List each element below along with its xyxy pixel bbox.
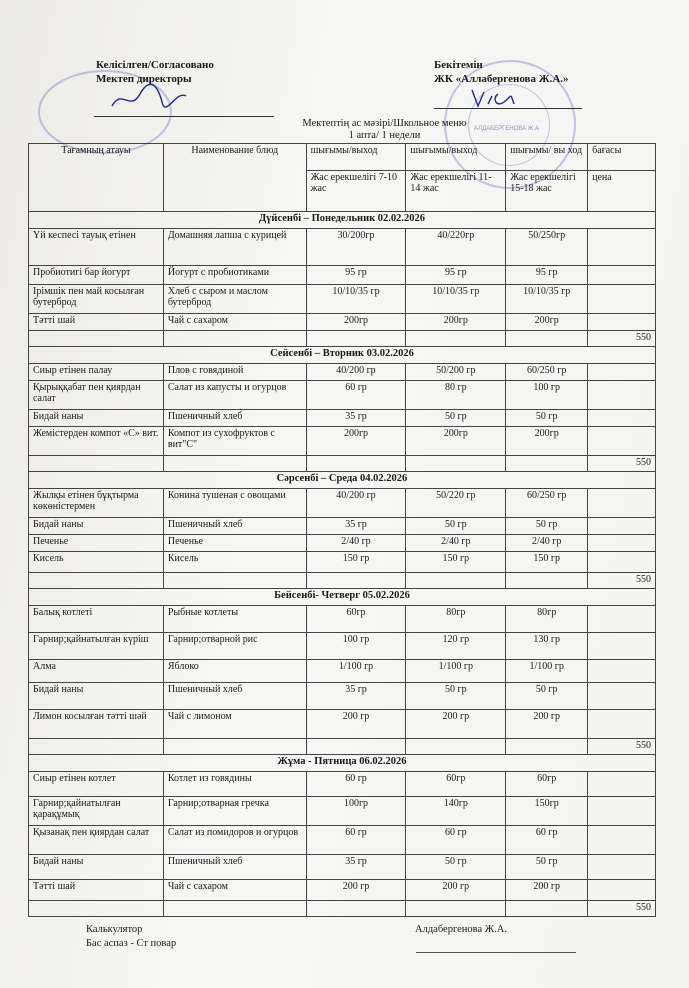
price-cell: [588, 285, 656, 314]
col-yield-1: шығымы/выход: [306, 144, 406, 171]
price-row: [29, 456, 656, 472]
empty-cell: [163, 739, 306, 755]
yield-11-14: 50/200 гр: [406, 364, 506, 381]
yield-7-10: 100 гр: [306, 633, 406, 660]
dish-ru: Домашняя лапша с курицей: [163, 229, 306, 266]
yield-15-18: 100 гр: [506, 381, 588, 410]
price-cell: [588, 880, 656, 901]
yield-7-10: 95 гр: [306, 266, 406, 285]
price-cell: [588, 606, 656, 633]
yield-11-14: 50 гр: [406, 518, 506, 535]
day-title: Сейсенбі – Вторник 03.02.2026: [29, 347, 656, 364]
empty-cell: [306, 331, 406, 347]
yield-11-14: 200гр: [406, 314, 506, 331]
price-cell: [588, 797, 656, 826]
yield-15-18: 130 гр: [506, 633, 588, 660]
yield-7-10: 40/200 гр: [306, 364, 406, 381]
price-cell: [588, 826, 656, 855]
dish-kz: Пробиотигі бар йогурт: [29, 266, 164, 285]
price-cell: [588, 229, 656, 266]
day-price: 550: [588, 573, 656, 589]
table-row: [29, 314, 656, 331]
age-15-18: Жас ерекшелігі 15-18 жас: [506, 171, 588, 212]
yield-15-18: 1/100 гр: [506, 660, 588, 683]
day-header: [29, 472, 656, 489]
yield-11-14: 50 гр: [406, 410, 506, 427]
table-row: [29, 660, 656, 683]
table-row: [29, 364, 656, 381]
yield-7-10: 200 гр: [306, 880, 406, 901]
yield-11-14: 60 гр: [406, 826, 506, 855]
menu-title: Мектептің ас мәзірі/Школьное меню: [302, 118, 467, 129]
yield-7-10: 10/10/35 гр: [306, 285, 406, 314]
agreed-label: Келісілген/Согласовано: [96, 59, 214, 71]
yield-15-18: 150 гр: [506, 552, 588, 573]
empty-cell: [406, 573, 506, 589]
dish-ru: Гарнир;отварная гречка: [163, 797, 306, 826]
yield-15-18: 50 гр: [506, 518, 588, 535]
yield-11-14: 140гр: [406, 797, 506, 826]
dish-ru: Пшеничный хлеб: [163, 410, 306, 427]
dish-ru: Пшеничный хлеб: [163, 855, 306, 880]
dish-kz: Лимон косылған тәтті шәй: [29, 710, 164, 739]
table-row: [29, 606, 656, 633]
dish-kz: Печенье: [29, 535, 164, 552]
table-row: [29, 880, 656, 901]
table-row: [29, 266, 656, 285]
dish-ru: Яблоко: [163, 660, 306, 683]
empty-cell: [506, 331, 588, 347]
age-7-10: Жас ерекшелігі 7-10 жас: [306, 171, 406, 212]
yield-11-14: 50/220 гр: [406, 489, 506, 518]
price-row: [29, 331, 656, 347]
dish-ru: Пшеничный хлеб: [163, 518, 306, 535]
yield-7-10: 35 гр: [306, 410, 406, 427]
approve-label: Бекітемін: [434, 59, 483, 71]
yield-15-18: 60/250 гр: [506, 489, 588, 518]
col-ru-name: Наименование блюд: [163, 144, 306, 212]
day-header: [29, 212, 656, 229]
yield-11-14: 60гр: [406, 772, 506, 797]
yield-7-10: 35 гр: [306, 855, 406, 880]
company-label: ЖК «Аллабергенова Ж.А.»: [434, 73, 569, 85]
yield-7-10: 200 гр: [306, 710, 406, 739]
yield-7-10: 60 гр: [306, 772, 406, 797]
yield-15-18: 50 гр: [506, 410, 588, 427]
dish-kz: Қызанақ пен қиярдан салат: [29, 826, 164, 855]
yield-11-14: 2/40 гр: [406, 535, 506, 552]
dish-ru: Пшеничный хлеб: [163, 683, 306, 710]
price-cell: [588, 552, 656, 573]
yield-7-10: 60гр: [306, 606, 406, 633]
price-cell: [588, 489, 656, 518]
table-row: [29, 710, 656, 739]
dish-kz: Жылқы етінен бұқтырма көкөністермен: [29, 489, 164, 518]
empty-cell: [506, 901, 588, 917]
empty-cell: [163, 331, 306, 347]
director-signature: [110, 84, 190, 114]
yield-7-10: 200гр: [306, 314, 406, 331]
table-row: [29, 229, 656, 266]
empty-cell: [29, 901, 164, 917]
dish-kz: Кисель: [29, 552, 164, 573]
empty-cell: [306, 901, 406, 917]
yield-15-18: 80гр: [506, 606, 588, 633]
price-row: [29, 573, 656, 589]
yield-7-10: 200гр: [306, 427, 406, 456]
stamp-text: АЛДАБЕРГЕНОВА Ж.А: [474, 126, 540, 132]
dish-kz: Бидай наны: [29, 683, 164, 710]
yield-11-14: 50 гр: [406, 855, 506, 880]
price-cell: [588, 535, 656, 552]
table-row: [29, 633, 656, 660]
empty-cell: [163, 901, 306, 917]
dish-kz: Гарнир;қайнатылған қарақұмық: [29, 797, 164, 826]
dish-ru: Йогурт с пробиотиками: [163, 266, 306, 285]
table-row: [29, 772, 656, 797]
price-row: [29, 739, 656, 755]
dish-kz: Алма: [29, 660, 164, 683]
dish-kz: Гарнир;қайнатылған күріш: [29, 633, 164, 660]
empty-cell: [406, 739, 506, 755]
dish-ru: Кисель: [163, 552, 306, 573]
dish-ru: Котлет из говядины: [163, 772, 306, 797]
table-row: [29, 410, 656, 427]
yield-15-18: 60гр: [506, 772, 588, 797]
yield-15-18: 50 гр: [506, 855, 588, 880]
footer-name: Алдабергенова Ж.А.: [415, 924, 507, 935]
day-header: [29, 347, 656, 364]
table-row: [29, 535, 656, 552]
table-row: [29, 285, 656, 314]
price-cell: [588, 364, 656, 381]
dish-kz: Сиыр етінен котлет: [29, 772, 164, 797]
table-row: [29, 552, 656, 573]
yield-15-18: 200 гр: [506, 880, 588, 901]
dish-ru: Конина тушеная с овощами: [163, 489, 306, 518]
dish-ru: Рыбные котлеты: [163, 606, 306, 633]
empty-cell: [506, 739, 588, 755]
day-title: Дүйсенбі – Понедельник 02.02.2026: [29, 212, 656, 229]
day-header: [29, 755, 656, 772]
yield-11-14: 50 гр: [406, 683, 506, 710]
yield-11-14: 40/220гр: [406, 229, 506, 266]
dish-kz: Қырыққабат пен қиярдан салат: [29, 381, 164, 410]
dish-ru: Салат из капусты и огурцов: [163, 381, 306, 410]
yield-7-10: 60 гр: [306, 381, 406, 410]
table-row: [29, 683, 656, 710]
empty-cell: [163, 456, 306, 472]
yield-7-10: 30/200гр: [306, 229, 406, 266]
dish-kz: Ірімшік пен май косылған бутерброд: [29, 285, 164, 314]
col-yield-3: шығымы/ вы ход: [506, 144, 588, 171]
signature-line-right: [434, 108, 582, 109]
table-row: [29, 489, 656, 518]
price-cell: [588, 710, 656, 739]
yield-11-14: 200 гр: [406, 880, 506, 901]
yield-11-14: 200 гр: [406, 710, 506, 739]
price-cell: [588, 410, 656, 427]
footer-calculator: Калькулятор: [86, 924, 143, 935]
table-row: [29, 381, 656, 410]
price-cell: [588, 855, 656, 880]
dish-ru: Гарнир;отварной рис: [163, 633, 306, 660]
dish-ru: Чай с сахаром: [163, 314, 306, 331]
footer-chef: Бас аспаз - Ст повар: [86, 938, 177, 949]
yield-7-10: 60 гр: [306, 826, 406, 855]
age-11-14: Жас ерекшелігі 11-14 жас: [406, 171, 506, 212]
yield-7-10: 35 гр: [306, 518, 406, 535]
empty-cell: [406, 456, 506, 472]
empty-cell: [506, 573, 588, 589]
yield-15-18: 60/250 гр: [506, 364, 588, 381]
empty-cell: [163, 573, 306, 589]
signature-line-left: [94, 116, 274, 117]
empty-cell: [506, 456, 588, 472]
dish-ru: Печенье: [163, 535, 306, 552]
empty-cell: [29, 331, 164, 347]
empty-cell: [306, 456, 406, 472]
col-yield-2: шығымы/выход: [406, 144, 506, 171]
table-row: [29, 797, 656, 826]
dish-kz: Балық котлеті: [29, 606, 164, 633]
yield-7-10: 150 гр: [306, 552, 406, 573]
yield-15-18: 50 гр: [506, 683, 588, 710]
day-price: 550: [588, 456, 656, 472]
price-cell: [588, 314, 656, 331]
dish-ru: Компот из сухофруктов с вит"С": [163, 427, 306, 456]
yield-11-14: 80гр: [406, 606, 506, 633]
price-cell: [588, 660, 656, 683]
col-kz-name: Тағамның атауы: [29, 144, 164, 212]
dish-ru: Салат из помидоров и огурцов: [163, 826, 306, 855]
yield-11-14: 120 гр: [406, 633, 506, 660]
empty-cell: [306, 739, 406, 755]
yield-15-18: 95 гр: [506, 266, 588, 285]
dish-kz: Жемістерден компот «С» вит.: [29, 427, 164, 456]
footer-signature-line: [416, 952, 576, 953]
day-price: 550: [588, 739, 656, 755]
yield-7-10: 1/100 гр: [306, 660, 406, 683]
yield-15-18: 10/10/35 гр: [506, 285, 588, 314]
day-price: 550: [588, 901, 656, 917]
dish-ru: Чай с лимоном: [163, 710, 306, 739]
empty-cell: [29, 573, 164, 589]
yield-11-14: 150 гр: [406, 552, 506, 573]
yield-7-10: 35 гр: [306, 683, 406, 710]
yield-15-18: 200гр: [506, 314, 588, 331]
table-row: [29, 427, 656, 456]
header-row: [29, 144, 656, 171]
empty-cell: [406, 901, 506, 917]
dish-kz: Бидай наны: [29, 855, 164, 880]
yield-15-18: 50/250гр: [506, 229, 588, 266]
price-row: [29, 901, 656, 917]
price-cell: [588, 427, 656, 456]
yield-15-18: 2/40 гр: [506, 535, 588, 552]
empty-cell: [29, 456, 164, 472]
yield-7-10: 100гр: [306, 797, 406, 826]
yield-15-18: 60 гр: [506, 826, 588, 855]
price-cell: [588, 772, 656, 797]
director-label: Мектеп директоры: [96, 73, 192, 85]
col-price: бағасы: [588, 144, 656, 171]
table-row: [29, 855, 656, 880]
empty-cell: [406, 331, 506, 347]
day-header: [29, 589, 656, 606]
empty-cell: [306, 573, 406, 589]
yield-11-14: 200гр: [406, 427, 506, 456]
yield-7-10: 40/200 гр: [306, 489, 406, 518]
yield-11-14: 95 гр: [406, 266, 506, 285]
dish-kz: Сиыр етінен палау: [29, 364, 164, 381]
header-left: [96, 58, 214, 86]
yield-11-14: 1/100 гр: [406, 660, 506, 683]
dish-kz: Тәтті шай: [29, 314, 164, 331]
day-title: Бейсенбі- Четверг 05.02.2026: [29, 589, 656, 606]
dish-kz: Бидай наны: [29, 410, 164, 427]
dish-ru: Хлеб с сыром и маслом бутерброд: [163, 285, 306, 314]
yield-7-10: 2/40 гр: [306, 535, 406, 552]
dish-kz: Тәтті шай: [29, 880, 164, 901]
day-price: 550: [588, 331, 656, 347]
dish-ru: Чай с сахаром: [163, 880, 306, 901]
price-cell: [588, 266, 656, 285]
day-title: Жұма - Пятница 06.02.2026: [29, 755, 656, 772]
menu-week: 1 апта/ 1 недели: [348, 130, 421, 141]
dish-kz: Үй кеспесі тауық етінен: [29, 229, 164, 266]
day-title: Сәрсенбі – Среда 04.02.2026: [29, 472, 656, 489]
yield-15-18: 150гр: [506, 797, 588, 826]
price-cell: [588, 518, 656, 535]
yield-15-18: 200гр: [506, 427, 588, 456]
table-row: [29, 826, 656, 855]
price-cell: [588, 633, 656, 660]
menu-table: [28, 143, 656, 917]
table-row: [29, 518, 656, 535]
price-cell: [588, 683, 656, 710]
yield-11-14: 10/10/35 гр: [406, 285, 506, 314]
yield-11-14: 80 гр: [406, 381, 506, 410]
dish-ru: Плов с говядиной: [163, 364, 306, 381]
empty-cell: [29, 739, 164, 755]
yield-15-18: 200 гр: [506, 710, 588, 739]
header-right: [434, 58, 569, 86]
price-label: цена: [588, 171, 656, 212]
dish-kz: Бидай наны: [29, 518, 164, 535]
price-cell: [588, 381, 656, 410]
